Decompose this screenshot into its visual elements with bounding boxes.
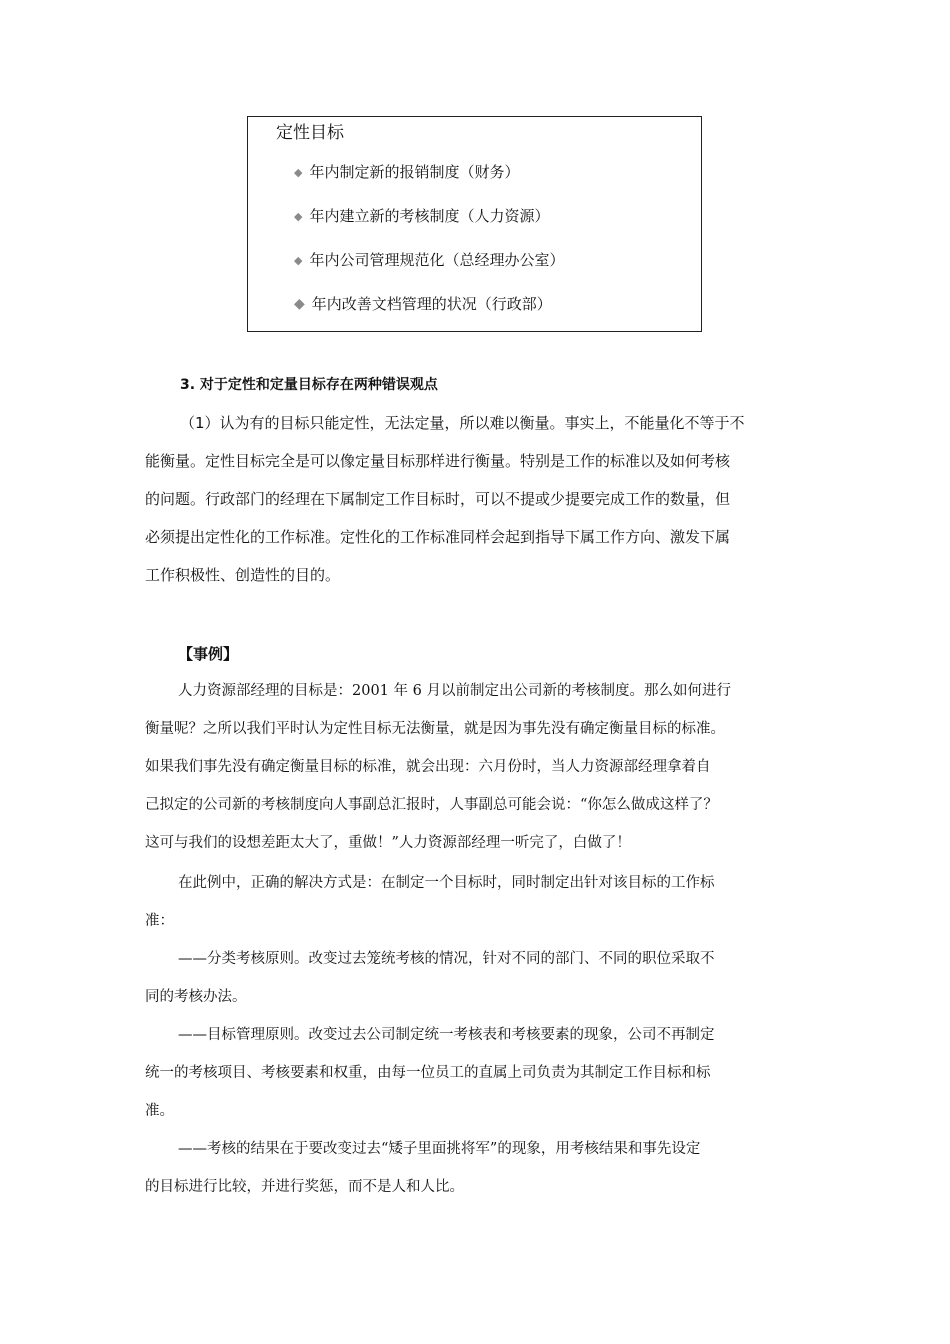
paragraph-line: （1）认为有的目标只能定性，无法定量，所以难以衡量。事实上，不能量化不等于不 xyxy=(180,414,745,432)
case-line: 统一的考核项目、考核要素和权重，由每一位员工的直属上司负责为其制定工作目标和标 xyxy=(145,1065,711,1081)
goal-item-text: 年内公司管理规范化（总经理办公室） xyxy=(309,251,565,269)
diamond-bullet-icon: ◆ xyxy=(294,254,303,267)
case-line: 在此例中，正确的解决方式是：在制定一个目标时，同时制定出针对该目标的工作标 xyxy=(178,875,715,891)
goal-item-text: 年内改善文档管理的状况（行政部） xyxy=(311,295,552,313)
diamond-bullet-icon: ◆ xyxy=(294,166,303,179)
box-title: 定性目标 xyxy=(276,123,344,143)
diamond-bullet-icon: ◆ xyxy=(294,210,303,223)
qualitative-goals-box xyxy=(247,116,702,332)
paragraph-line: 能衡量。定性目标完全是可以像定量目标那样进行衡量。特别是工作的标准以及如何考核 xyxy=(145,452,731,470)
paragraph-line: 必须提出定性化的工作标准。定性化的工作标准同样会起到指导下属工作方向、激发下属 xyxy=(145,528,731,546)
paragraph-line: 工作积极性、创造性的目的。 xyxy=(145,566,341,584)
goal-item xyxy=(294,293,552,315)
goal-item xyxy=(294,249,564,272)
goal-item-text: 年内制定新的报销制度（财务） xyxy=(309,163,520,181)
paragraph-line: 的问题。行政部门的经理在下属制定工作目标时，可以不提或少提要完成工作的数量，但 xyxy=(145,490,731,508)
case-line: 准： xyxy=(145,913,174,929)
case-line: ——分类考核原则。改变过去笼统考核的情况，针对不同的部门、不同的职位采取不 xyxy=(178,951,715,967)
case-line: 如果我们事先没有确定衡量目标的标准，就会出现：六月份时，当人力资源部经理拿着自 xyxy=(145,759,711,775)
diamond-bullet-icon: ◆ xyxy=(294,296,305,312)
goal-item xyxy=(294,161,519,184)
case-line: 这可与我们的设想差距太大了，重做！”人力资源部经理一听完了，白做了！ xyxy=(145,835,631,851)
case-line: 衡量呢？之所以我们平时认为定性目标无法衡量，就是因为事先没有确定衡量目标的标准。 xyxy=(145,721,725,737)
goal-item-text: 年内建立新的考核制度（人力资源） xyxy=(309,207,550,225)
case-line: 人力资源部经理的目标是：2001 年 6 月以前制定出公司新的考核制度。那么如何进行 xyxy=(178,683,731,699)
case-heading: 【事例】 xyxy=(178,645,239,663)
goal-item xyxy=(294,205,549,228)
case-line: 准。 xyxy=(145,1103,174,1119)
case-line: 同的考核办法。 xyxy=(145,989,247,1005)
section-heading: 3. 对于定性和定量目标存在两种错误观点 xyxy=(180,377,438,393)
case-line: ——目标管理原则。改变过去公司制定统一考核表和考核要素的现象，公司不再制定 xyxy=(178,1027,715,1043)
case-line: ——考核的结果在于要改变过去“矮子里面挑将军”的现象，用考核结果和事先设定 xyxy=(178,1141,701,1157)
case-line: 的目标进行比较，并进行奖惩，而不是人和人比。 xyxy=(145,1179,464,1195)
case-line: 己拟定的公司新的考核制度向人事副总汇报时，人事副总可能会说：“你怎么做成这样了？ xyxy=(145,797,718,813)
